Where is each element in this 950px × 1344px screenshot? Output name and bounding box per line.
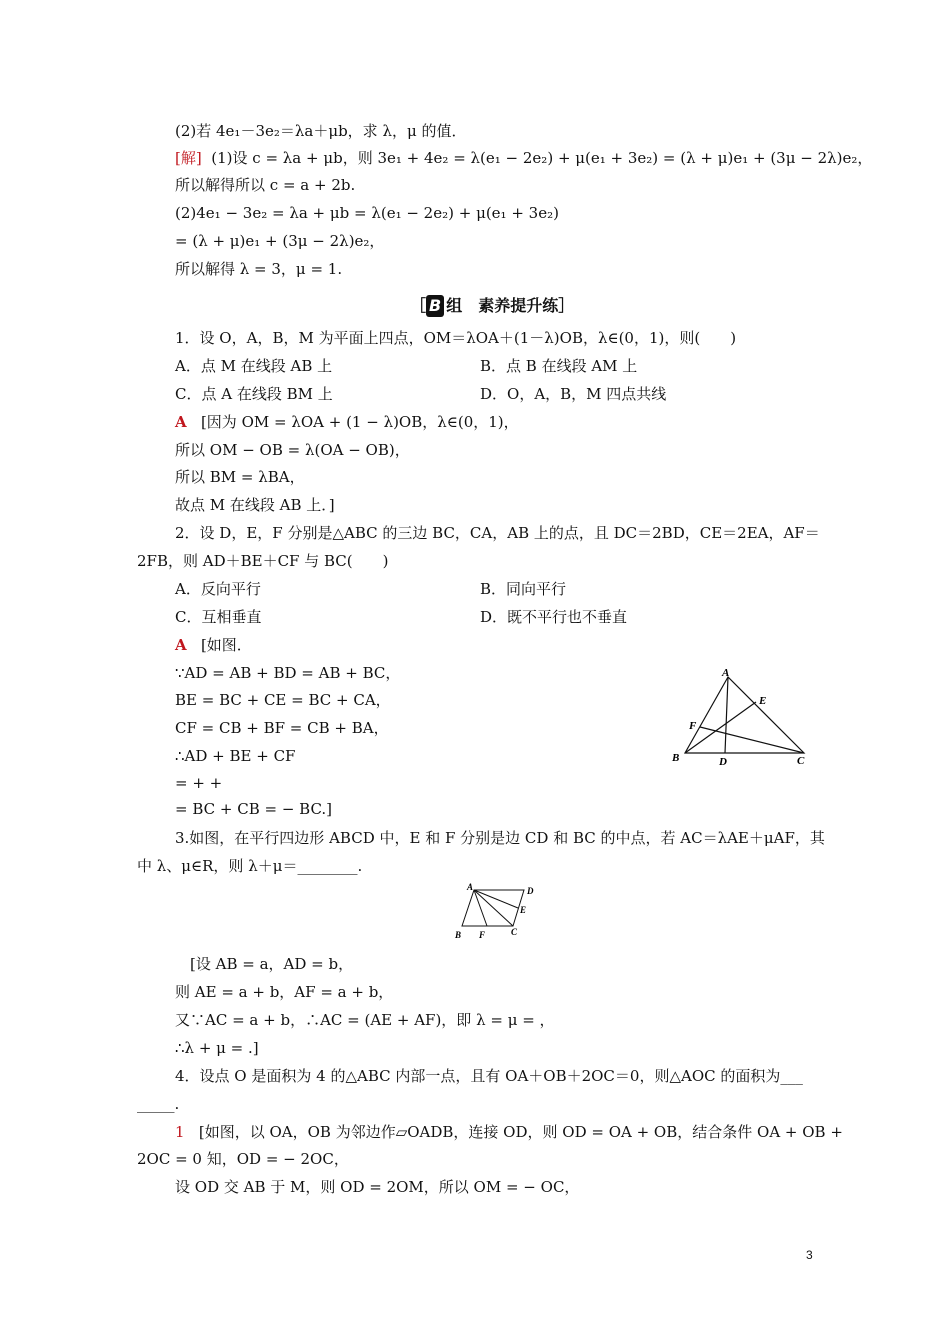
q3-solution-4: ∴λ + μ = .] [175, 1039, 259, 1057]
q2-solution-3: BE = BC + CE = BC + CA， [175, 691, 391, 709]
q1-solution-3: 所以 BM = λBA， [175, 468, 305, 486]
q2-option-a: A．反向平行 [175, 580, 261, 598]
q4-solution-1 [175, 1122, 843, 1142]
solution-label: [解] [175, 149, 202, 167]
fig1-label-e: E [759, 695, 767, 707]
q2-sol-text: [如图． [200, 636, 252, 654]
q2-answer: A [175, 636, 187, 654]
fig1-label-d: D [719, 756, 727, 768]
fig2-label-f: F [479, 930, 486, 940]
fig2-label-a: A [467, 882, 474, 892]
q3-stem-1: 3.如图，在平行四边形 ABCD 中，E 和 F 分别是边 CD 和 BC 的中点，若 AC＝λAE＋μAF，其 [175, 829, 825, 847]
q3-solution-1: [设 AB = a，AD = b， [190, 955, 354, 973]
q1-solution-4: 故点 M 在线段 AB 上．] [175, 496, 335, 514]
solution-line-3: (2)4e₁ − 3e₂ = λa + μb = λ(e₁ − 2e₂) + μ(e₁ + 3e₂) [175, 204, 559, 222]
fig2-label-e: E [520, 905, 527, 915]
solution-text: (1)设 c = λa + μb，则 3e₁ + 4e₂ = λ(e₁ − 2e₂) + μ(e₁ + 3e₂) = (λ + μ)e₁ + (3μ − 2λ)e₂， [211, 149, 873, 167]
fig1-label-b: B [672, 752, 680, 764]
q2-solution-2: ∵AD = AB + BD = AB + BC， [175, 664, 401, 682]
q3-stem-2: 中 λ、μ∈R，则 λ＋μ＝________. [137, 857, 363, 875]
fig2-label-d: D [527, 886, 534, 896]
q1-option-d: D．O，A，B，M 四点共线 [480, 385, 667, 403]
q2-solution-6: = + + [175, 774, 223, 792]
solution-line-4: = (λ + μ)e₁ + (3μ − 2λ)e₂， [175, 232, 385, 250]
q2-solution-1 [175, 635, 252, 655]
parallelogram-figure [452, 880, 542, 942]
q2-solution-4: CF = CB + BF = CB + BA， [175, 719, 389, 737]
solution-line-5: 所以解得 λ = 3，μ = 1. [175, 260, 343, 278]
q4-stem-1: 4．设点 O 是面积为 4 的△ABC 内部一点，且有 OA＋OB＋2OC＝0，则△AOC 的面积为___ [175, 1067, 803, 1085]
q1-option-c: C．点 A 在线段 BM 上 [175, 385, 333, 403]
q1-solution-2: 所以 OM − OB = λ(OA − OB)， [175, 441, 410, 459]
fig2-label-b: B [455, 930, 462, 940]
fig2-label-c: C [511, 927, 518, 937]
q1-option-a: A．点 M 在线段 AB 上 [175, 357, 333, 375]
q4-sol-text: [如图，以 OA，OB 为邻边作▱OADB，连接 OD，则 OD = OA + OB，结合条件 OA + OB + [198, 1123, 843, 1141]
q1-solution-1 [175, 412, 519, 432]
q1-sol-text: [因为 OM = λOA + (1 − λ)OB，λ∈(0，1)， [200, 413, 519, 431]
q1-stem: 1．设 O，A，B，M 为平面上四点，OM＝λOA＋(1－λ)OB，λ∈(0，1)，则( ) [175, 329, 737, 347]
section-group-letter: B [426, 295, 444, 317]
section-header [410, 295, 574, 317]
q2-solution-7: = BC + CB = − BC.] [175, 800, 333, 818]
solution-line-2: 所以解得所以 c = a + 2b. [175, 176, 356, 194]
q1-option-b: B．点 B 在线段 AM 上 [480, 357, 638, 375]
q2-solution-5: ∴AD + BE + CF [175, 747, 296, 765]
q-part2-stem: (2)若 4e₁－3e₂＝λa＋μb，求 λ，μ 的值． [175, 122, 467, 140]
q3-solution-3: 又∵AC = a + b，∴AC = (AE + AF)，即 λ = μ = ， [175, 1011, 555, 1029]
q4-solution-2: 2OC = 0 知，OD = − 2OC， [137, 1150, 349, 1168]
solution-line-1 [175, 148, 872, 168]
q2-option-b: B．同向平行 [480, 580, 567, 598]
q2-stem-1: 2．设 D，E，F 分别是△ABC 的三边 BC，CA，AB 上的点，且 DC＝2BD，CE＝2EA，AF＝ [175, 524, 820, 542]
q4-stem-2: _____. [137, 1095, 180, 1113]
fig1-label-f: F [689, 720, 697, 732]
section-left-bracket: ［ [410, 296, 427, 315]
q4-solution-3: 设 OD 交 AB 于 M，则 OD = 2OM，所以 OM = − OC， [175, 1178, 580, 1196]
q2-option-c: C．互相垂直 [175, 608, 262, 626]
q1-answer: A [175, 413, 187, 431]
fig1-label-c: C [797, 755, 805, 767]
fig1-label-a: A [722, 667, 730, 679]
section-right-bracket: ］ [558, 296, 575, 315]
q2-stem-2: 2FB，则 AD＋BE＋CF 与 BC( ) [137, 552, 389, 570]
page-number: 3 [806, 1248, 813, 1262]
section-title: 组 素养提升练 [446, 296, 559, 315]
q4-answer: 1 [175, 1123, 185, 1141]
q3-solution-2: 则 AE = a + b，AF = a + b， [175, 983, 394, 1001]
q2-option-d: D．既不平行也不垂直 [480, 608, 628, 626]
triangle-figure [668, 664, 814, 770]
